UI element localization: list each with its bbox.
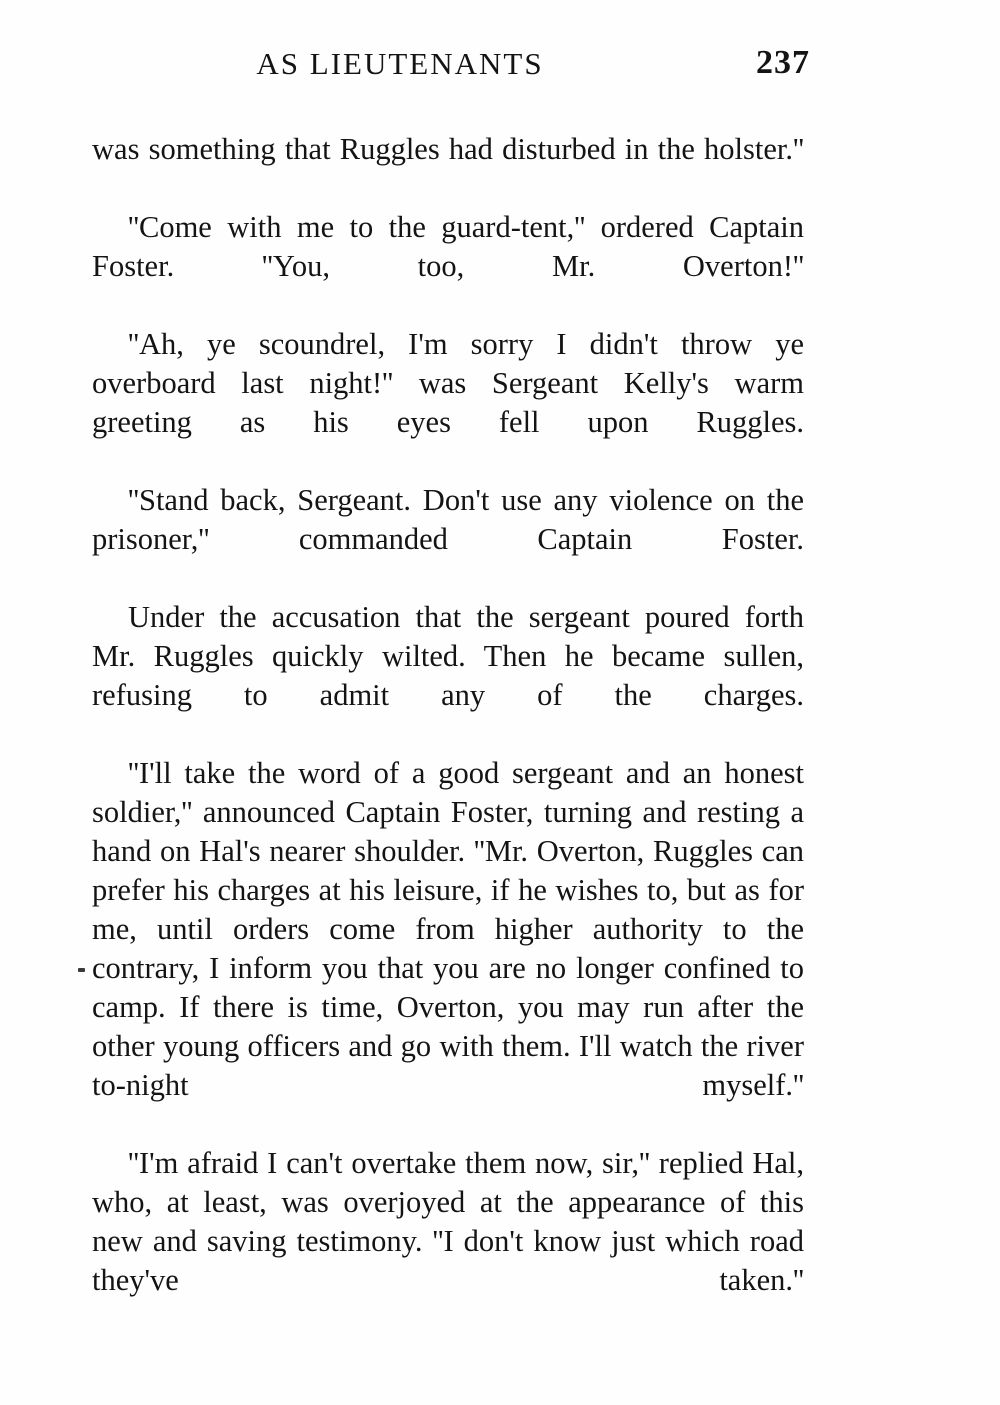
paragraph: ''Ah, ye scoundrel, I'm sorry I didn't throw ye overboard last night!'' was Sergeant Kelly's warm greeting as his eyes fell upon Ruggles. xyxy=(92,327,804,439)
page-header xyxy=(90,46,810,92)
paragraph: ''Stand back, Sergeant. Don't use any violence on the prisoner,'' commanded Captain Foster. xyxy=(92,483,804,556)
running-head: AS LIEUTENANTS xyxy=(256,46,544,81)
paragraph: ''I'm afraid I can't overtake them now, sir,'' replied Hal, who, at least, was overjoyed at the appearance of this new and saving testimony. ''I don't know just which road they've taken.'' xyxy=(92,1146,804,1297)
paragraph: was something that Ruggles had disturbed in the holster.'' xyxy=(92,132,804,166)
paragraph: Under the accusation that the sergeant poured forth Mr. Ruggles quickly wilted. Then he became sullen, refusing to admit any of the charges. xyxy=(92,600,804,712)
ink-speck xyxy=(78,968,85,972)
paragraph: ''I'll take the word of a good sergeant and an honest soldier,'' announced Captain Foster, turning and resting a hand on Hal's nearer shoulder. ''Mr. Overton, Ruggles can prefer his charges at his leisure, if he wishes to, but as for me, until orders come from higher authority to the contrary, I inform you that you are no longer confined to camp. If there is time, Overton, you may run after the other young officers and go with them. I'll watch the river to-night myself.'' xyxy=(92,756,804,1102)
paragraph: ''Come with me to the guard-tent,'' ordered Captain Foster. ''You, too, Mr. Overton!'' xyxy=(92,210,804,283)
page-body xyxy=(92,130,804,1339)
page-number: 237 xyxy=(756,44,810,81)
